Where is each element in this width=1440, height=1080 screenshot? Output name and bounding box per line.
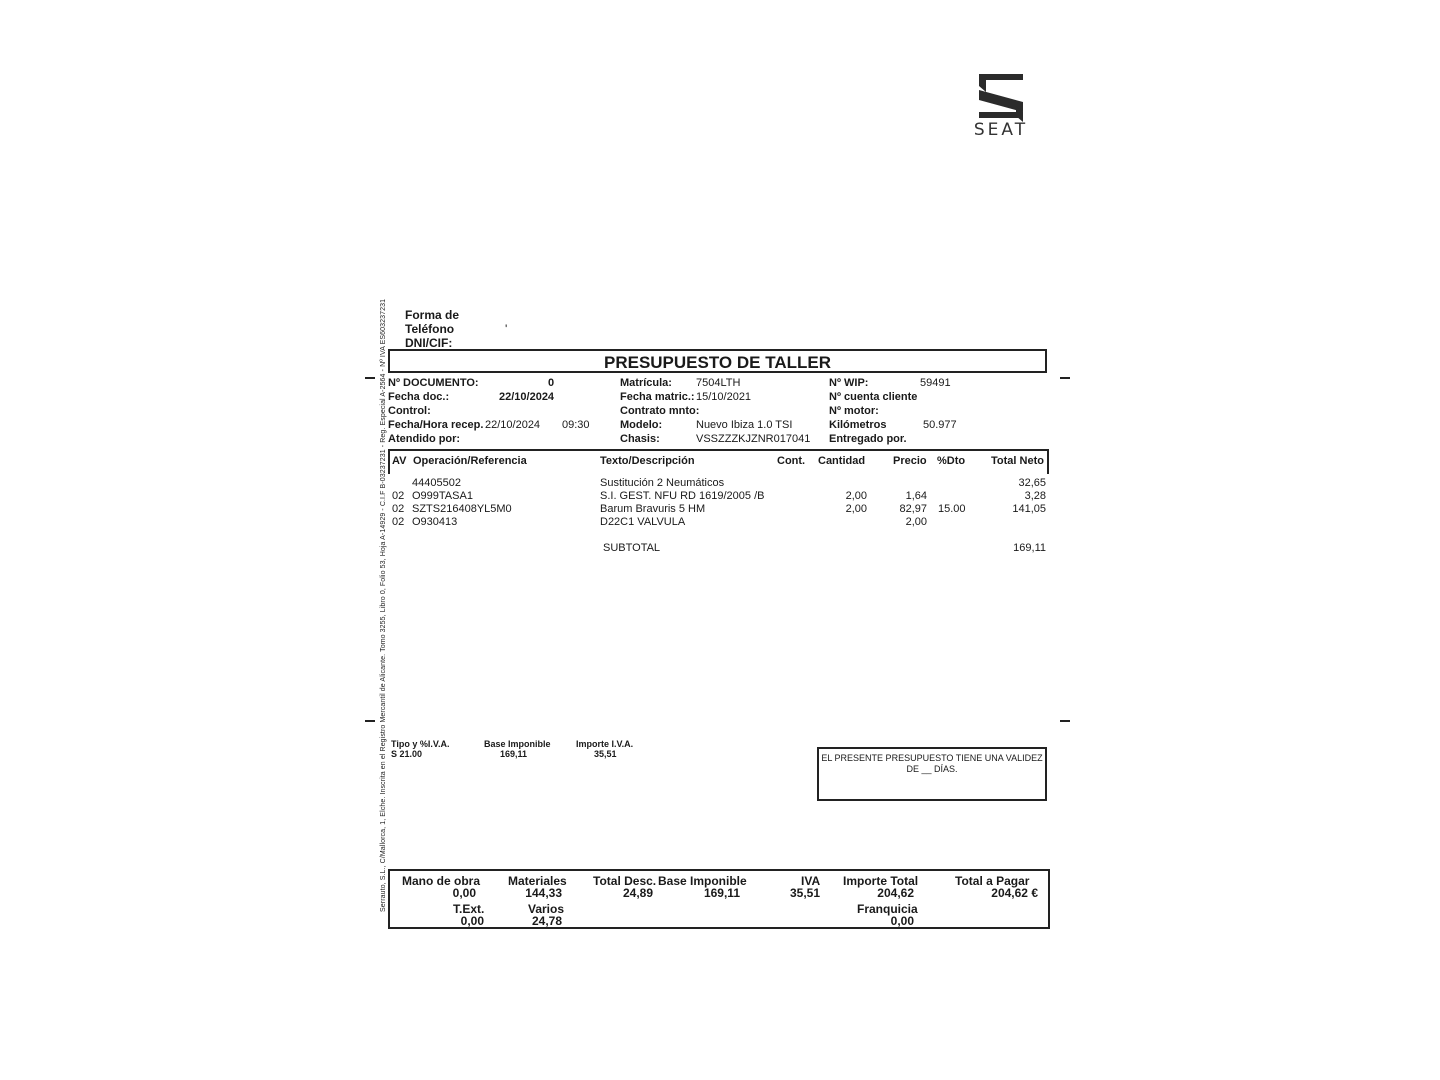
recep-date: 22/10/2024	[485, 419, 541, 431]
mano-value: 0,00	[452, 886, 476, 900]
tax-importe-value: 35,51	[594, 749, 617, 759]
col-total: Total Neto	[991, 455, 1044, 467]
chasis-label: Chasis:	[620, 433, 660, 445]
margin-mark	[1060, 720, 1070, 722]
varios-value: 24,78	[531, 914, 562, 928]
desc-value: 24,89	[622, 886, 653, 900]
pagar-label: Total a Pagar	[955, 874, 1030, 888]
recep-label: Fecha/Hora recep.	[388, 419, 484, 431]
row-ref: SZTS216408YL5M0	[412, 503, 512, 515]
chasis-value: VSSZZZKJZNR017041	[696, 433, 811, 445]
desc-label: Total Desc.	[593, 874, 657, 888]
text-value: 0,00	[460, 914, 484, 928]
km-value: 50.977	[923, 419, 957, 431]
materiales-label: Materiales	[508, 874, 567, 888]
importe-value: 204,62	[877, 886, 914, 900]
franquicia-value: 0,00	[890, 914, 914, 928]
row-cantidad: 2,00	[845, 503, 867, 515]
title-box	[388, 349, 1047, 373]
company-registry-text: Serrauto, S.L., C/Mallorca, 1, Elche. Inscrita en el Registro Mercantil de Alicante. Tomo 3255, Libro 0, Folio 53, Hoja A-14929 - C.I.F B-03237231 - Reg. Especial A-2564 - Nº IVA ES603237231	[380, 298, 387, 912]
telefono-label: Teléfono	[405, 322, 455, 336]
motor-label: Nº motor:	[829, 405, 879, 417]
row-ref: O999TASA1	[412, 490, 473, 502]
atendido-label: Atendido por:	[388, 433, 461, 445]
pagar-value: 204,62 €	[991, 886, 1038, 900]
subtotal-value: 169,11	[1013, 542, 1046, 554]
doc-value: 0	[548, 377, 555, 389]
varios-label: Varios	[528, 902, 565, 916]
col-texto: Texto/Descripción	[600, 455, 695, 467]
row-total: 141,05	[1012, 503, 1046, 515]
base-label: Base Imponible	[658, 874, 747, 888]
subtotal-label: SUBTOTAL	[603, 542, 661, 554]
col-dto: %Dto	[937, 455, 966, 467]
dni-label: DNI/CIF:	[405, 336, 453, 350]
iva-value: 35,51	[789, 886, 820, 900]
contrato-label: Contrato mnto:	[620, 405, 700, 417]
fecha-doc-label: Fecha doc.:	[388, 391, 450, 403]
validity-text: EL PRESENTE PRESUPUESTO TIENE UNA VALIDEZ DE __ DÍAS.	[821, 753, 1043, 774]
recep-time: 09:30	[562, 419, 590, 431]
col-operacion: Operación/Referencia	[413, 455, 527, 467]
doc-label: Nº DOCUMENTO:	[388, 377, 479, 389]
row-cantidad: 2,00	[845, 490, 867, 502]
row-total: 3,28	[1024, 490, 1046, 502]
row-ref: 44405502	[412, 477, 461, 489]
modelo-value: Nuevo Ibiza 1.0 TSI	[696, 419, 793, 431]
wip-value: 59491	[920, 377, 951, 389]
col-cont: Cont.	[777, 455, 806, 467]
mano-label: Mano de obra	[402, 874, 481, 888]
row-precio: 1,64	[905, 490, 927, 502]
materiales-value: 144,33	[525, 886, 562, 900]
telefono-mark: '	[505, 322, 508, 336]
page-title: PRESUPUESTO DE TALLER	[603, 353, 831, 372]
matricula-label: Matrícula:	[620, 377, 672, 389]
text-label: T.Ext.	[453, 902, 485, 916]
fecha-matric-value: 15/10/2021	[696, 391, 752, 403]
forma-label: Forma de	[405, 308, 460, 322]
row-av: 02	[392, 490, 405, 502]
km-label: Kilómetros	[829, 419, 887, 431]
entregado-label: Entregado por.	[829, 433, 907, 445]
row-av: 02	[392, 516, 405, 528]
row-precio: 2,00	[905, 516, 927, 528]
row-desc: S.I. GEST. NFU RD 1619/2005 /B	[600, 490, 765, 502]
margin-mark	[365, 377, 375, 379]
wip-label: Nº WIP:	[829, 377, 869, 389]
iva-label: IVA	[801, 874, 821, 888]
tax-tipo-value: S 21.00	[391, 749, 423, 759]
tax-base-label: Base Imponible	[484, 739, 551, 749]
base-value: 169,11	[703, 886, 740, 900]
cuenta-label: Nº cuenta cliente	[829, 391, 918, 403]
row-total: 32,65	[1018, 477, 1046, 489]
col-av: AV	[392, 455, 407, 467]
franquicia-label: Franquicia	[857, 902, 918, 916]
row-ref: O930413	[412, 516, 458, 528]
col-cantidad: Cantidad	[818, 455, 866, 467]
row-desc: D22C1 VALVULA	[600, 516, 686, 528]
col-precio: Precio	[893, 455, 927, 467]
matricula-value: 7504LTH	[696, 377, 741, 389]
tax-tipo-label: Tipo y %I.V.A.	[391, 739, 450, 749]
modelo-label: Modelo:	[620, 419, 663, 431]
control-label: Control:	[388, 405, 431, 417]
logo-wordmark: SEAT	[973, 120, 1029, 140]
validity-box	[817, 747, 1047, 801]
importe-label: Importe Total	[843, 874, 919, 888]
row-precio: 82,97	[899, 503, 927, 515]
row-dto: 15.00	[938, 503, 966, 515]
row-av: 02	[392, 503, 405, 515]
margin-mark	[365, 720, 375, 722]
seat-logo	[962, 72, 1040, 142]
tax-base-value: 169,11	[500, 749, 528, 759]
tax-importe-label: Importe I.V.A.	[576, 739, 634, 749]
row-desc: Sustitución 2 Neumáticos	[600, 477, 725, 489]
row-desc: Barum Bravuris 5 HM	[600, 503, 706, 515]
fecha-doc-value: 22/10/2024	[499, 391, 555, 403]
fecha-matric-label: Fecha matric.:	[620, 391, 695, 403]
margin-mark	[1060, 377, 1070, 379]
